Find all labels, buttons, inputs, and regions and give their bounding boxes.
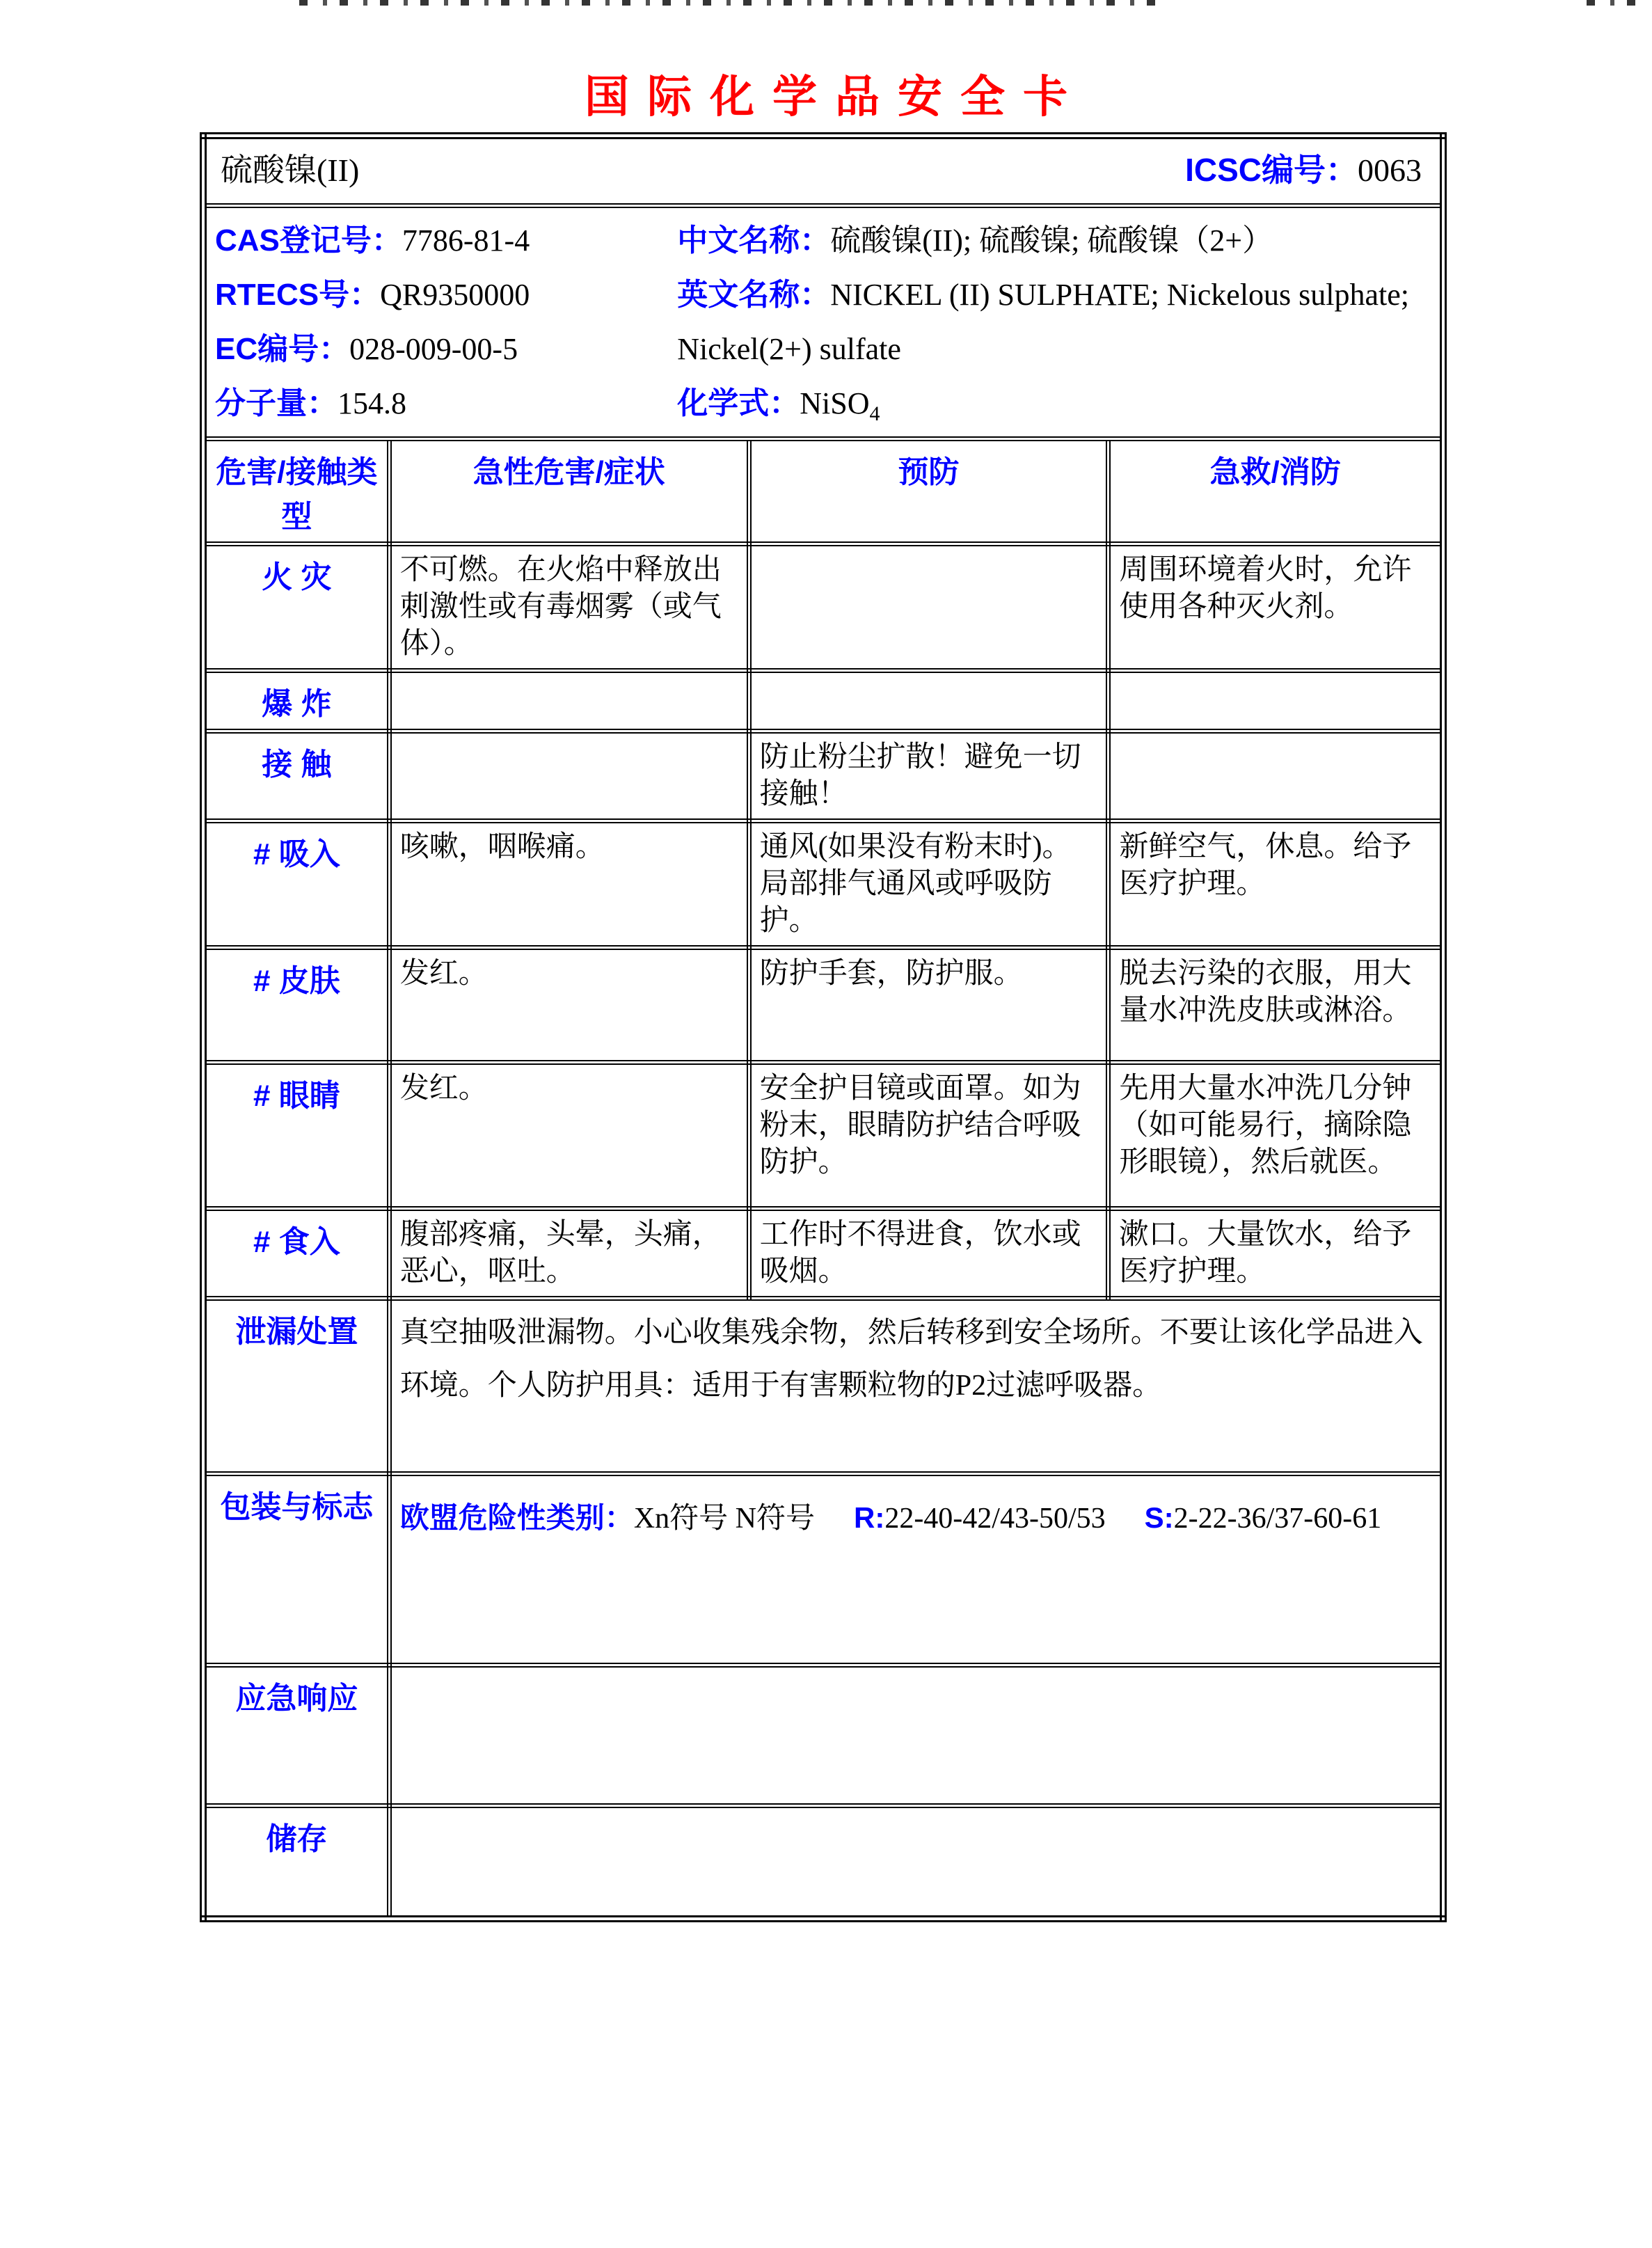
prevention-cell: 防止粉尘扩散！避免一切接触！ xyxy=(749,731,1109,821)
section-label-emergency-response: 应急响应 xyxy=(203,1665,389,1805)
formula-line xyxy=(677,377,1431,431)
packaging-content xyxy=(389,1473,1443,1665)
hazard-type-label: 接 触 xyxy=(203,731,389,821)
rtecs-number-line xyxy=(215,268,677,322)
first-aid-cell: 周围环境着火时，允许使用各种灭火剂。 xyxy=(1109,544,1443,670)
first-aid-cell: 脱去污染的衣服，用大量水冲洗皮肤或淋浴。 xyxy=(1109,947,1443,1062)
spillage-content: 真空抽吸泄漏物。小心收集残余物，然后转移到安全场所。不要让该化学品进入环境。个人防护用具：适用于有害颗粒物的P2过滤呼吸器。 xyxy=(389,1298,1443,1473)
hazard-row-exposure xyxy=(203,731,1443,821)
hazard-row-fire xyxy=(203,544,1443,670)
header-prevention: 预防 xyxy=(749,438,1109,544)
hazard-row-inhalation xyxy=(203,821,1443,947)
chinese-name-label: 中文名称： xyxy=(677,223,831,258)
first-aid-cell: 新鲜空气，休息。给予医疗护理。 xyxy=(1109,821,1443,947)
clipped-text-fragments xyxy=(299,0,1169,6)
english-name-line xyxy=(677,268,1431,377)
s-phrases-label: S: xyxy=(1144,1501,1174,1534)
symptoms-cell: 发红。 xyxy=(389,947,749,1062)
molecular-weight-label: 分子量： xyxy=(215,386,337,420)
first-aid-cell xyxy=(1109,731,1443,821)
ec-label: EC编号： xyxy=(215,331,350,366)
chinese-name-line xyxy=(677,214,1431,268)
clipped-text-fragments xyxy=(1587,0,1649,6)
first-aid-cell xyxy=(1109,670,1443,731)
s-phrases-value: 2-22-36/37-60-61 xyxy=(1173,1502,1382,1535)
rtecs-label: RTECS号： xyxy=(215,277,381,312)
hazard-type-label: 火 灾 xyxy=(203,544,389,670)
prevention-cell: 防护手套，防护服。 xyxy=(749,947,1109,1062)
symptoms-cell: 腹部疼痛，头晕，头痛，恶心，呕吐。 xyxy=(389,1208,749,1298)
hazard-header-row xyxy=(203,438,1443,544)
cas-number-line xyxy=(215,214,677,268)
hazard-row-eyes xyxy=(203,1062,1443,1208)
section-row-storage xyxy=(203,1805,1443,1919)
hazard-row-ingestion xyxy=(203,1208,1443,1298)
r-phrases-value: 22-40-42/43-50/53 xyxy=(884,1502,1106,1535)
header-acute-hazards: 急性危害/症状 xyxy=(389,438,749,544)
icsc-table xyxy=(200,132,1447,1922)
hazard-type-label: # 食入 xyxy=(203,1208,389,1298)
rtecs-value: QR9350000 xyxy=(380,277,530,312)
section-row-emergency-response xyxy=(203,1665,1443,1805)
hazard-type-label: # 眼睛 xyxy=(203,1062,389,1208)
ec-number-line xyxy=(215,322,677,377)
hazard-row-skin xyxy=(203,947,1443,1062)
icsc-number-value: 0063 xyxy=(1358,152,1422,188)
registry-numbers-block xyxy=(215,214,677,431)
prevention-cell: 工作时不得进食，饮水或吸烟。 xyxy=(749,1208,1109,1298)
section-label-spillage: 泄漏处置 xyxy=(203,1298,389,1473)
symptoms-cell xyxy=(389,731,749,821)
section-label-storage: 储存 xyxy=(203,1805,389,1919)
first-aid-cell: 漱口。大量饮水，给予医疗护理。 xyxy=(1109,1208,1443,1298)
emergency-response-content xyxy=(389,1665,1443,1805)
english-name-label: 英文名称： xyxy=(677,277,831,312)
r-phrases-label: R: xyxy=(853,1501,885,1534)
formula-value: NiSO$_4$ xyxy=(800,386,880,425)
hazard-type-label: # 皮肤 xyxy=(203,947,389,1062)
title-row xyxy=(203,136,1443,205)
prevention-cell xyxy=(749,544,1109,670)
header-first-aid: 急救/消防 xyxy=(1109,438,1443,544)
identifiers-row xyxy=(203,205,1443,438)
symptoms-cell: 咳嗽，咽喉痛。 xyxy=(389,821,749,947)
cas-value: 7786-81-4 xyxy=(402,223,530,258)
first-aid-cell: 先用大量水冲洗几分钟（如可能易行，摘除隐形眼镜），然后就医。 xyxy=(1109,1062,1443,1208)
section-row-packaging xyxy=(203,1473,1443,1665)
prevention-cell: 安全护目镜或面罩。如为粉末，眼睛防护结合呼吸防护。 xyxy=(749,1062,1109,1208)
header-hazard-type: 危害/接触类型 xyxy=(203,438,389,544)
formula-subscript: 4 xyxy=(869,402,880,425)
chinese-name-value: 硫酸镍(II); 硫酸镍; 硫酸镍（2+） xyxy=(830,223,1273,258)
names-block xyxy=(677,214,1431,431)
prevention-cell: 通风(如果没有粉末时)。局部排气通风或呼吸防护。 xyxy=(749,821,1109,947)
chemical-name: 硫酸镍(II) xyxy=(221,152,360,188)
eu-hazard-class-label: 欧盟危险性类别： xyxy=(399,1501,634,1534)
symptoms-cell: 不可燃。在火焰中释放出刺激性或有毒烟雾（或气体）。 xyxy=(389,544,749,670)
section-row-spillage xyxy=(203,1298,1443,1473)
icsc-number-label: ICSC编号： xyxy=(1185,152,1358,188)
icsc-card xyxy=(200,132,1447,1922)
prevention-cell xyxy=(749,670,1109,731)
molecular-weight-value: 154.8 xyxy=(337,386,406,420)
hazard-row-explosion xyxy=(203,670,1443,731)
hazard-type-label: # 吸入 xyxy=(203,821,389,947)
section-label-packaging: 包装与标志 xyxy=(203,1473,389,1665)
molecular-weight-line xyxy=(215,377,677,431)
page-title: 国际化学品安全卡 xyxy=(585,72,1086,122)
formula-label: 化学式： xyxy=(677,386,800,420)
eu-hazard-class-value: Xn符号 N符号 xyxy=(633,1502,815,1535)
symptoms-cell xyxy=(389,670,749,731)
cas-label: CAS登记号： xyxy=(215,223,402,258)
english-name-value: NICKEL (II) SULPHATE; Nickelous sulphate; Nickel(2+) sulfate xyxy=(677,277,1410,366)
hazard-type-label: 爆 炸 xyxy=(203,670,389,731)
symptoms-cell: 发红。 xyxy=(389,1062,749,1208)
ec-value: 028-009-00-5 xyxy=(349,331,518,366)
storage-content xyxy=(389,1805,1443,1919)
